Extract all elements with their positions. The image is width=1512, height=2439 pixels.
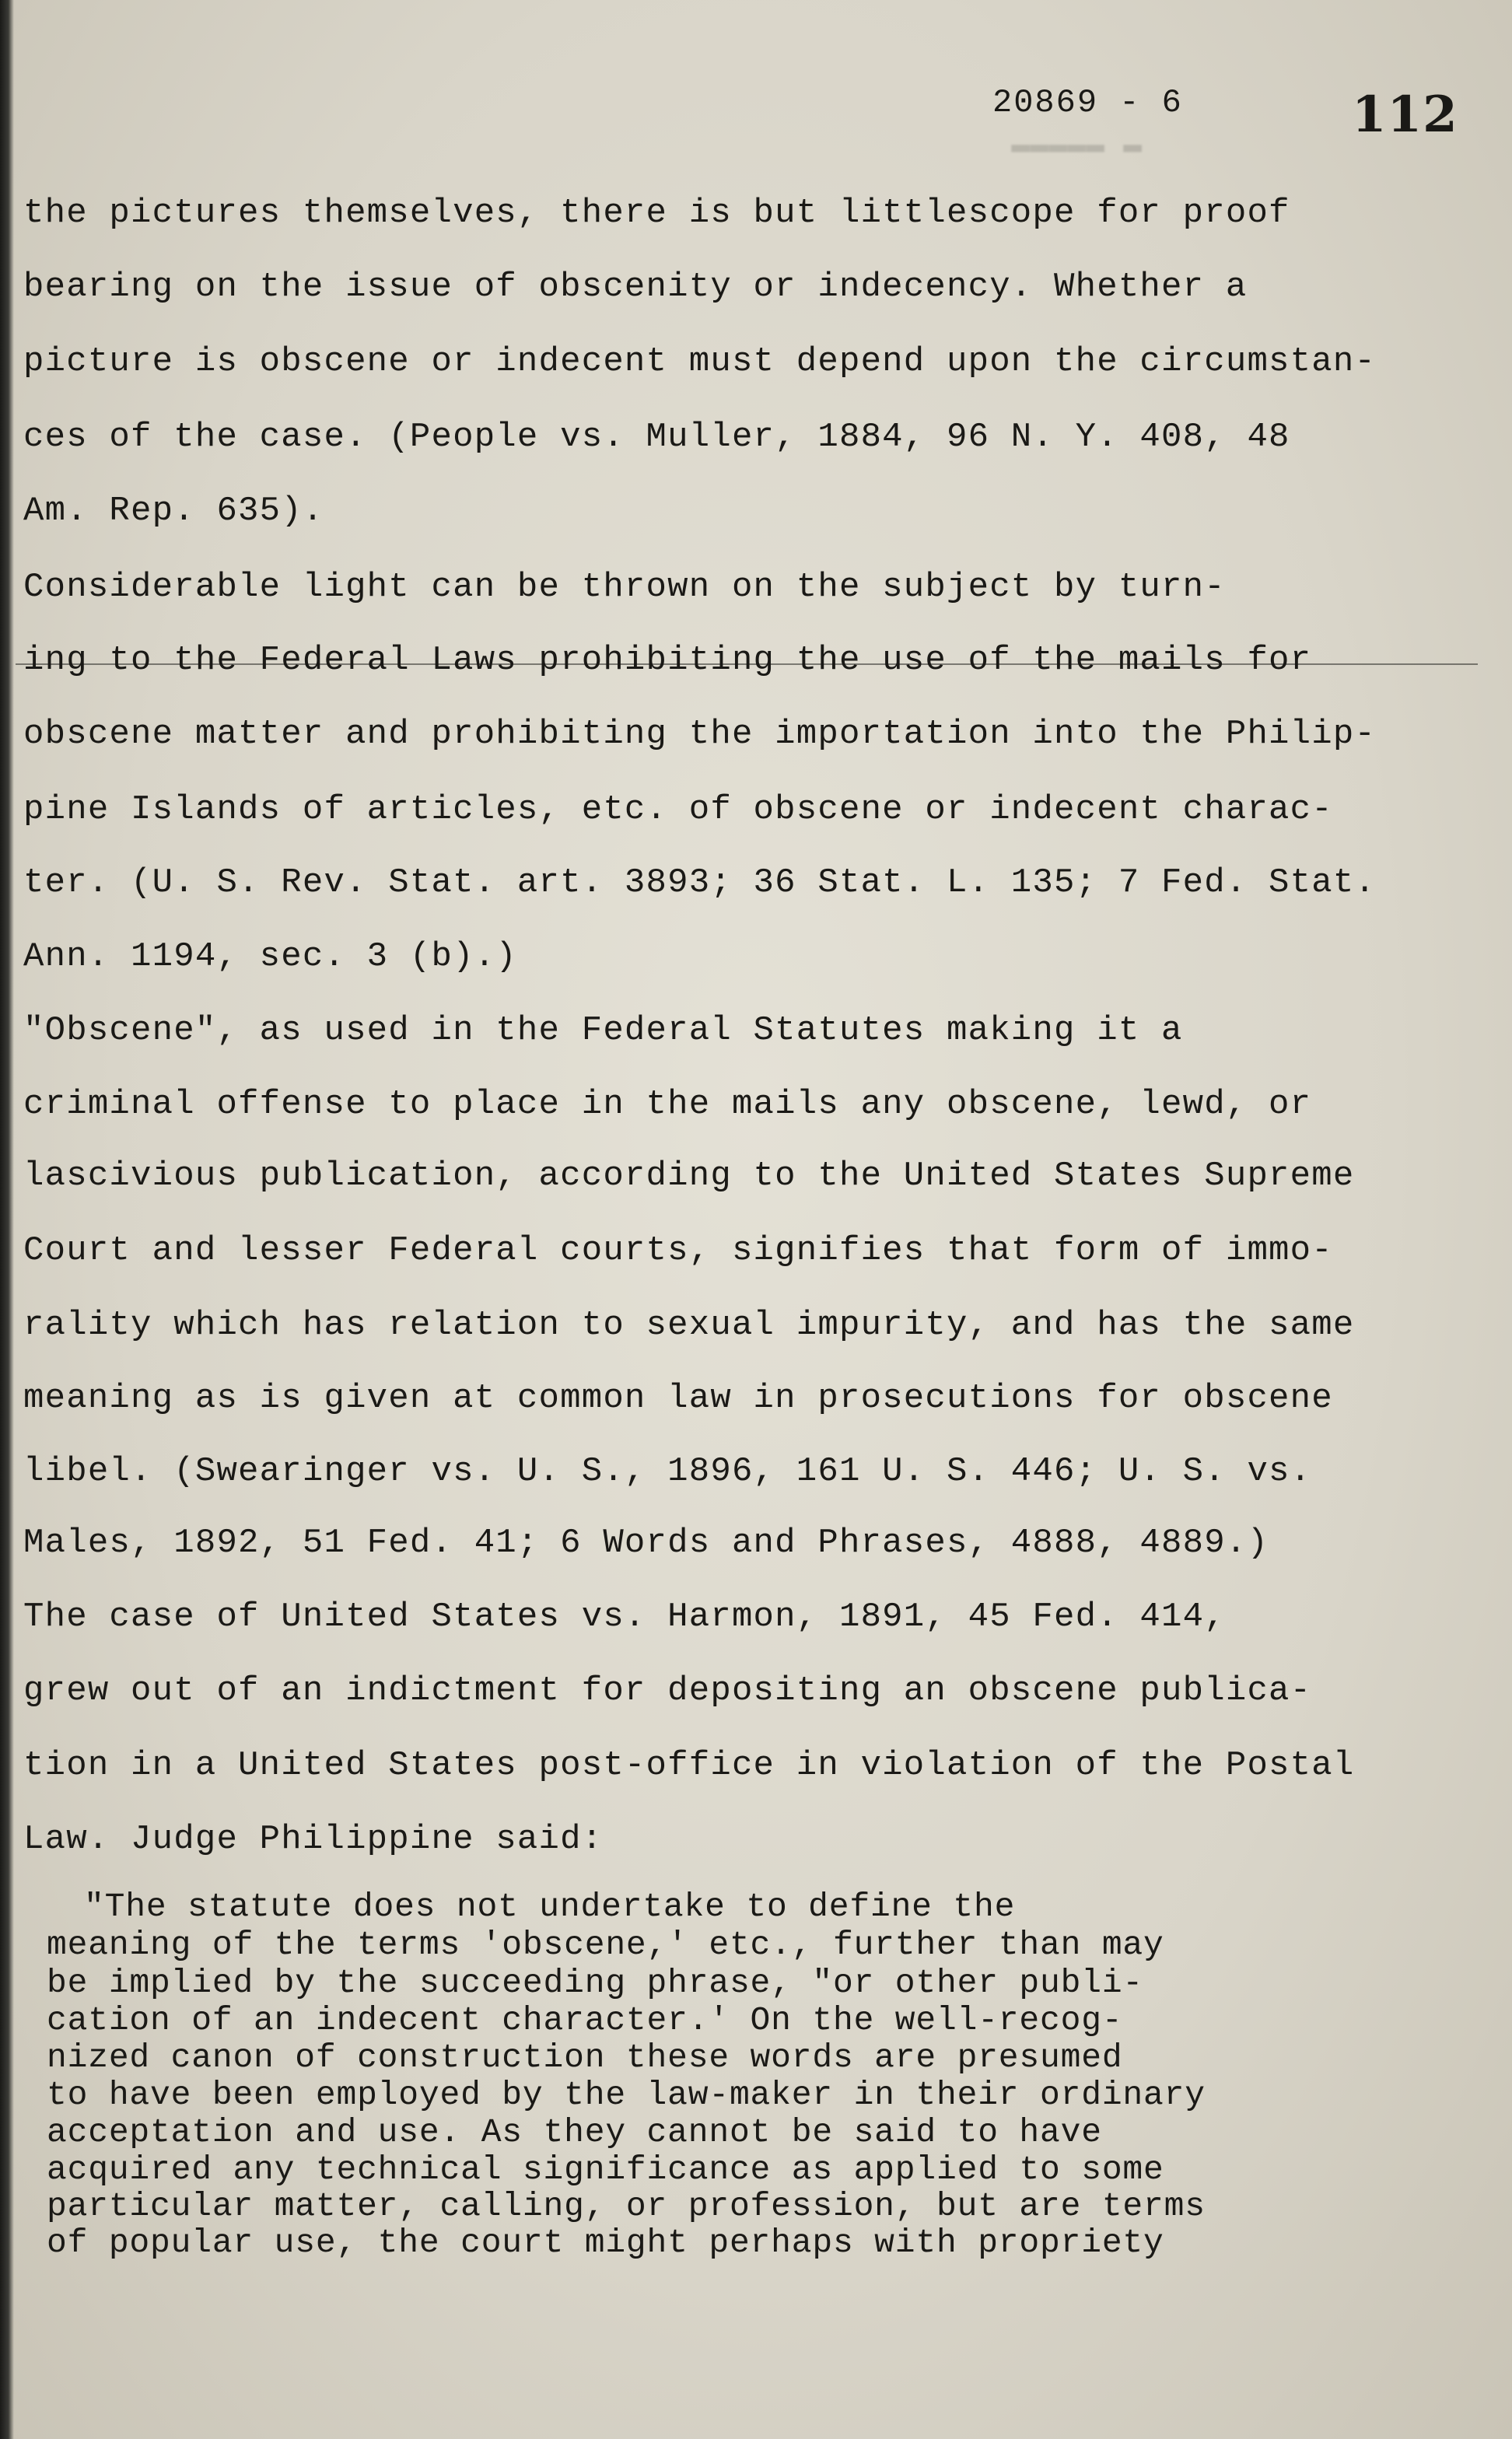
body-line-2: bearing on the issue of obscenity or indecency. Whether a: [23, 268, 1248, 306]
body-line-17: meaning as is given at common law in prosecutions for obscene: [23, 1379, 1333, 1418]
body-line-14: lascivious publication, according to the United States Supreme: [23, 1157, 1355, 1195]
body-line-1: the pictures themselves, there is but littlescope for proof: [23, 194, 1290, 233]
body-line-6: Considerable light can be thrown on the subject by turn-: [23, 568, 1226, 607]
body-line-19: Males, 1892, 51 Fed. 41; 6 Words and Phrases, 4888, 4889.): [23, 1524, 1269, 1562]
body-line-16: rality which has relation to sexual impurity, and has the same: [23, 1306, 1355, 1345]
body-line-18: libel. (Swearinger vs. U. S., 1896, 161 U. S. 446; U. S. vs.: [23, 1452, 1312, 1491]
quote-line-4: cation of an indecent character.' On the well-recog-: [47, 2001, 1123, 2039]
document-reference-number: 20869 - 6: [992, 84, 1183, 121]
body-line-23: Law. Judge Philippine said:: [23, 1820, 604, 1859]
body-line-21: grew out of an indictment for depositing an obscene publica-: [23, 1671, 1312, 1710]
quote-line-10: of popular use, the court might perhaps with propriety: [47, 2224, 1164, 2262]
body-line-8: obscene matter and prohibiting the importation into the Philip-: [23, 715, 1377, 754]
body-line-12: "Obscene", as used in the Federal Statutes making it a: [23, 1011, 1183, 1050]
quote-line-9: particular matter, calling, or profession, but are terms: [47, 2187, 1206, 2225]
quote-line-2: meaning of the terms 'obscene,' etc., further than may: [47, 1926, 1164, 1964]
body-line-13: criminal offense to place in the mails any obscene, lewd, or: [23, 1085, 1312, 1124]
bleed-through-mark: ▬▬▬▬▬ ▬: [1011, 128, 1143, 163]
quote-line-6: to have been employed by the law-maker in their ordinary: [47, 2076, 1206, 2114]
page-number: 112: [1352, 86, 1458, 144]
scan-edge-shadow: [0, 0, 14, 2439]
body-line-20: The case of United States vs. Harmon, 1891, 45 Fed. 414,: [23, 1597, 1226, 1636]
quote-line-8: acquired any technical significance as applied to some: [47, 2150, 1164, 2189]
body-line-10: ter. (U. S. Rev. Stat. art. 3893; 36 Stat. L. 135; 7 Fed. Stat.: [23, 863, 1377, 902]
quote-line-7: acceptation and use. As they cannot be said to have: [47, 2113, 1102, 2151]
quote-line-5: nized canon of construction these words are presumed: [47, 2038, 1123, 2077]
body-line-5: Am. Rep. 635).: [23, 492, 324, 530]
body-line-11: Ann. 1194, sec. 3 (b).): [23, 937, 517, 976]
quote-line-3: be implied by the succeeding phrase, "or other publi-: [47, 1964, 1144, 2002]
body-line-7: ing to the Federal Laws prohibiting the use of the mails for: [23, 641, 1312, 680]
body-line-9: pine Islands of articles, etc. of obscene or indecent charac-: [23, 790, 1333, 829]
body-line-4: ces of the case. (People vs. Muller, 1884, 96 N. Y. 408, 48: [23, 418, 1290, 457]
body-line-15: Court and lesser Federal courts, signifies that form of immo-: [23, 1231, 1333, 1270]
body-line-3: picture is obscene or indecent must depend upon the circumstan-: [23, 342, 1377, 381]
quote-line-1: "The statute does not undertake to define the: [84, 1888, 1016, 1926]
body-line-22: tion in a United States post-office in violation of the Postal: [23, 1746, 1355, 1785]
